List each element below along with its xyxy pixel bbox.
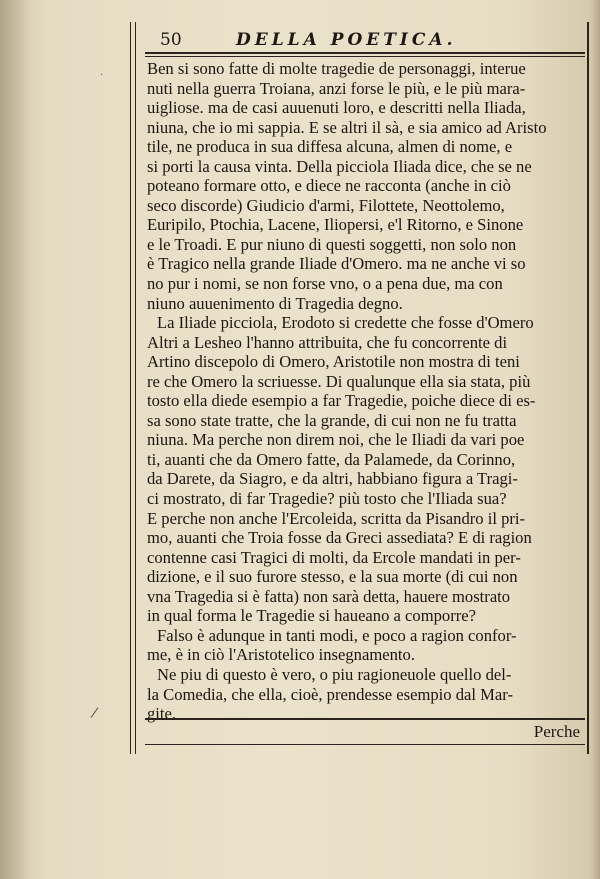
text-line: re che Omero la scriuesse. Di qualunque ella sia stata, più xyxy=(147,371,531,391)
page-edge xyxy=(590,0,600,879)
binding-shadow xyxy=(0,0,30,879)
footer-rule xyxy=(145,718,585,720)
text-line: dizione, e il suo furore stesso, e la sua morte (di cui non xyxy=(147,567,518,587)
stray-mark: · xyxy=(100,70,104,81)
page-header xyxy=(140,30,580,52)
text-line: tile, ne produca in sua diffesa alcuna, almen di nome, e xyxy=(147,137,513,157)
text-line: vna Tragedia si è fatta) non sarà detta, hauere mostrato xyxy=(147,586,511,606)
text-line: Altri a Lesheo l'hanno attribuita, che fu concorrente di xyxy=(147,332,508,352)
text-line: in qual forma le Tragedie si haueano a comporre? xyxy=(147,606,476,626)
text-line: sa sono state tratte, che la grande, di cui non ne fu tratta xyxy=(147,410,517,430)
text-line: si porti la causa vinta. Della picciola Iliada dice, che se ne xyxy=(147,156,532,176)
text-line: no pur i nomi, se non forse vno, o a pena due, ma con xyxy=(147,274,503,294)
text-line: Artino discepolo di Omero, Aristotile non mostra di teni xyxy=(147,352,520,372)
text-line: tosto ella diede esempio a far Tragedie, poiche diece di es- xyxy=(147,391,536,411)
text-line: e le Troadi. E pur niuno di questi soggetti, non solo non xyxy=(147,234,517,254)
running-title: DELLA POETICA. xyxy=(236,30,457,50)
text-line: ci mostrato, di far Tragedie? più tosto che l'Iliada sua? xyxy=(147,489,507,509)
text-line: Falso è adunque in tanti modi, e poco a ragion confor- xyxy=(157,625,517,645)
text-line: ti, auanti che da Omero fatte, da Palamede, da Corinno, xyxy=(147,449,516,469)
text-line: uigliose. ma de casi auuenuti loro, e descritti nella Iliada, xyxy=(147,98,526,118)
text-line: Ben si sono fatte di molte tragedie de personaggi, interue xyxy=(147,59,526,78)
text-line: poteano formare otto, e diece ne racconta (anche in ciò xyxy=(147,176,511,196)
page-number: 50 xyxy=(160,30,182,50)
text-line: mo, auanti che Troia fosse da Greci assediata? E di ragion xyxy=(147,528,532,548)
text-line: La Iliade picciola, Erodoto si credette che fosse d'Omero xyxy=(157,313,534,333)
text-line: contenne casi Tragici di molti, da Ercole mandati in per- xyxy=(147,547,521,567)
header-rule-thin xyxy=(145,56,585,57)
body-text xyxy=(147,59,585,724)
text-line: nuti nella guerra Troiana, anzi forse le più, e le più mara- xyxy=(147,78,526,98)
text-line: Ne piu di questo è vero, o piu ragioneuole quello del- xyxy=(157,664,512,684)
text-line: niuna, che io mi sappia. E se altri il sà, e sia amico ad Aristo xyxy=(147,117,547,137)
text-line: seco discorde) Giudicio d'armi, Filottete, Neottolemo, xyxy=(147,195,505,215)
stray-mark: / xyxy=(89,704,100,722)
text-line: E perche non anche l'Ercoleida, scritta da Pisandro il pri- xyxy=(147,508,526,528)
text-line: da Darete, da Siagro, e da altri, habbiano figura a Tragi- xyxy=(147,469,518,489)
text-line: la Comedia, che ella, cioè, prendesse esempio dal Mar- xyxy=(147,684,513,704)
text-line: niuno auuenimento di Tragedia degno. xyxy=(147,293,403,313)
text-line: me, è in ciò l'Aristotelico insegnamento. xyxy=(147,645,415,665)
catchword: Perche xyxy=(533,722,580,741)
text-line: gite. xyxy=(147,704,177,724)
text-line: niuna. Ma perche non direm noi, che le Iliadi da vari poe xyxy=(147,430,525,450)
footer-rule-bottom xyxy=(145,744,585,745)
header-rule xyxy=(145,52,585,54)
text-line: è Tragico nella grande Iliade d'Omero. ma ne anche vi so xyxy=(147,254,526,274)
text-line: Euripilo, Ptochia, Lacene, Iliopersi, e'l Ritorno, e Sinone xyxy=(147,215,524,235)
